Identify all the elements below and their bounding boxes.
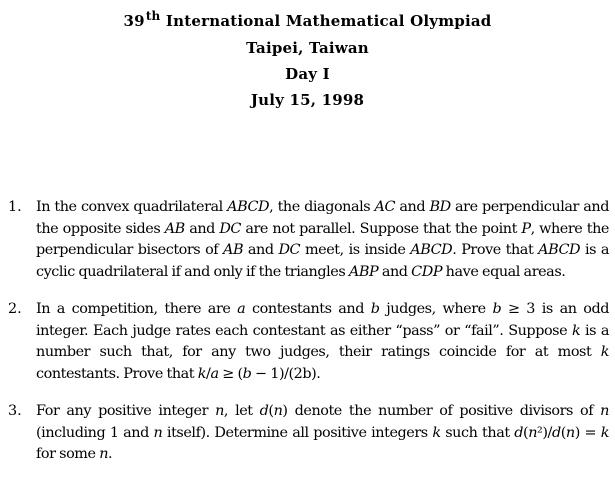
problem-1 (0, 197, 615, 283)
exam-date: July 15, 1998 (250, 91, 365, 109)
problem-3 (0, 401, 615, 466)
location: Taipei, Taiwan (246, 39, 369, 57)
day-label: Day I (285, 65, 330, 83)
ordinal-suffix: th (145, 9, 161, 23)
problem-text: In the convex quadrilateral ABCD, the diagonals AC and BD are perpendicular and the opposite sides AB and DC are not parallel. Suppose that the point P, where the perpendicular bisectors of AB and DC meet, is inside ABCD. Prove that ABCD is a cyclic quadrilateral if and only if the triangles ABP and CDP have equal areas. (36, 199, 610, 280)
problem-number: 1. (8, 199, 22, 215)
document-header (0, 8, 615, 113)
problem-number: 3. (8, 403, 22, 419)
problem-text: For any positive integer n, let d(n) denote the number of positive divisors of n (including 1 and n itself). Determine all positive integers k such that d(n²)/d(n) = k for some n. (36, 403, 609, 462)
problem-list (0, 197, 615, 482)
problem-text: In a competition, there are a contestants and b judges, where b ≥ 3 is an odd integer. Each judge rates each contestant as either “pass” or “fail”. Suppose k is a number such that, for any two judges, their ratings coincide for at most k contestants. Prove that k/a ≥ (b − 1)/(2b). (36, 301, 609, 382)
problem-2 (0, 299, 615, 385)
olympiad-name: International Mathematical Olympiad (165, 12, 492, 30)
ordinal-number: 39 (123, 12, 145, 30)
problem-number: 2. (8, 301, 22, 317)
olympiad-title (0, 8, 615, 35)
